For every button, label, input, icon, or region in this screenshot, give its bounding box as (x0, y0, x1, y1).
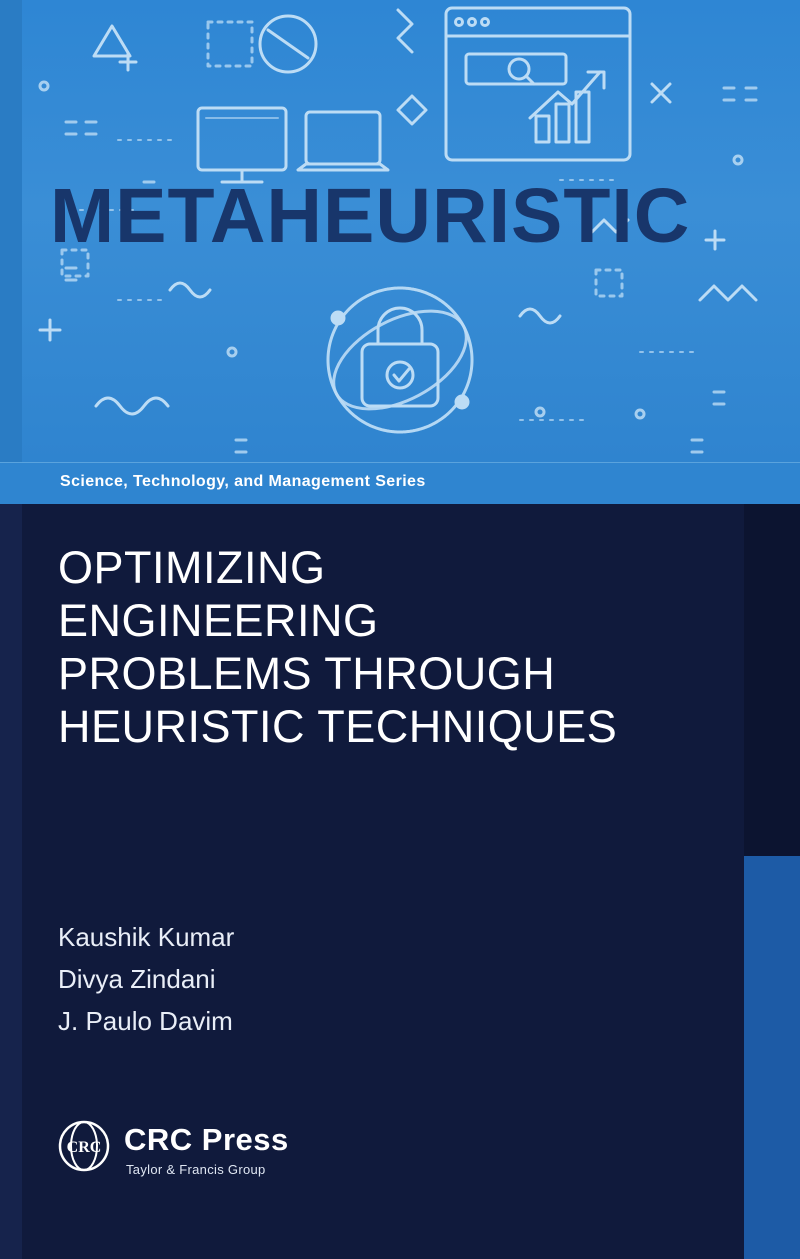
author-list (58, 916, 234, 1042)
monitor-icon (198, 108, 286, 182)
publisher-imprint: Taylor & Francis Group (126, 1162, 266, 1177)
triangle-icon (94, 26, 130, 56)
right-edge-panel-blue (744, 856, 800, 1259)
author-1: Kaushik Kumar (58, 922, 235, 952)
book-title (58, 541, 738, 753)
laptop-icon (298, 112, 388, 170)
cover-top-illustration-band (0, 0, 800, 462)
author-3: J. Paulo Davim (58, 1006, 233, 1037)
series-brand-word: METAHEURISTIC (50, 173, 691, 259)
diamond-icon (398, 96, 426, 124)
author-2: Divya Zindani (58, 964, 216, 995)
book-title-line-3: PROBLEMS THROUGH (58, 648, 556, 700)
cross-icon (652, 84, 670, 102)
spine-accent-top (0, 0, 22, 462)
browser-window-icon (446, 8, 630, 160)
publisher-logo (58, 1116, 318, 1188)
svg-text:CRC: CRC (66, 1139, 102, 1156)
series-name: Science, Technology, and Management Series (60, 473, 426, 490)
right-edge-panel-dark (744, 504, 800, 856)
padlock-check-icon (318, 288, 483, 432)
crc-roundel-icon (58, 1120, 110, 1172)
book-title-line-1: OPTIMIZING (58, 542, 326, 593)
book-title-line-4: HEURISTIC TECHNIQUES (58, 701, 618, 753)
no-entry-icon (260, 16, 316, 72)
book-title-line-2: ENGINEERING (58, 595, 379, 647)
series-strip (0, 462, 800, 505)
publisher-name: CRC Press (124, 1122, 289, 1157)
spine-accent-bottom (0, 504, 22, 1259)
cover-main-area (0, 504, 800, 1259)
